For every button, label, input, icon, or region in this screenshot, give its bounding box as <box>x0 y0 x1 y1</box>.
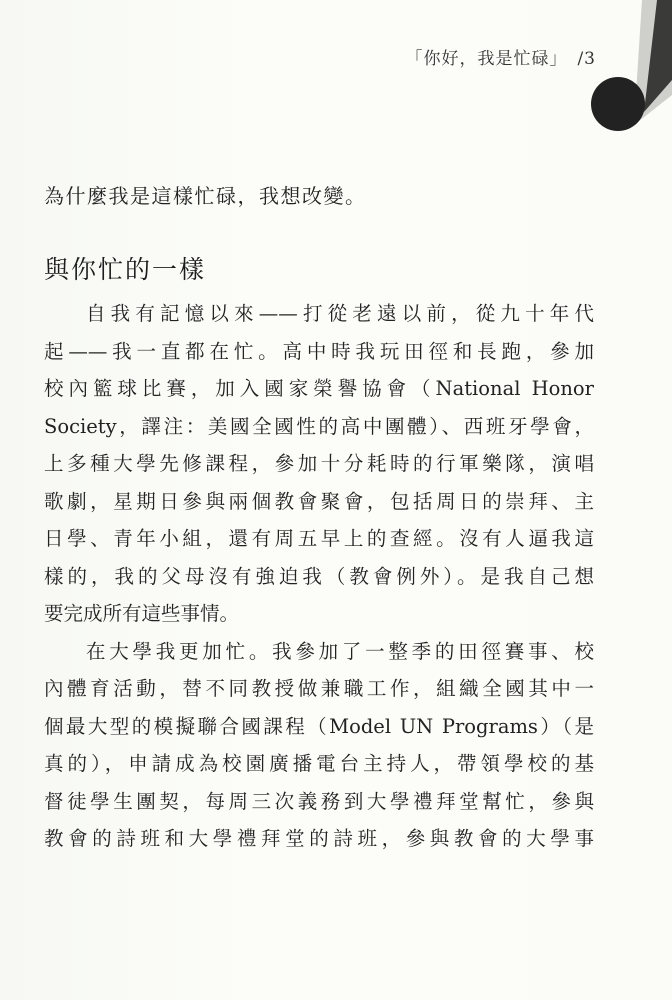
text-line: 上多種大學先修課程，參加十分耗時的行軍樂隊，演唱 <box>44 452 594 475</box>
running-head <box>405 44 598 69</box>
chapter-title: 「你好，我是忙碌」 <box>405 49 568 69</box>
text-line: 在大學我更加忙。我參加了一整季的田徑賽事、校 <box>86 639 594 663</box>
text-line: 歌劇，星期日參與兩個教會聚會，包括周日的崇拜、主 <box>44 489 594 513</box>
text-line: Society，譯注：美國全國性的高中團體）、西班牙學會， <box>44 414 594 438</box>
text-line: 自我有記憶以來——打從老遠以前，從九十年代 <box>86 302 594 325</box>
text-line: 起——我一直都在忙。高中時我玩田徑和長跑，參加 <box>44 339 594 363</box>
text-line: 要完成所有這些事情。 <box>44 602 240 625</box>
text-line: 校內籃球比賽，加入國家榮譽協會（National Honor <box>44 377 594 400</box>
page-number: /3 <box>577 49 596 69</box>
text-line: 日學、青年小組，還有周五早上的查經。沒有人逼我這 <box>44 527 594 550</box>
body-text <box>44 295 594 858</box>
dark-circle-shape <box>591 77 645 131</box>
text-line: 真的），申請成為校園廣播電台主持人，帶領學校的基 <box>44 752 594 775</box>
text-line: 樣的，我的父母沒有強迫我（教會例外）。是我自己想 <box>44 564 594 588</box>
text-line: 內體育活動，替不同教授做兼職工作，組織全國其中一 <box>44 677 594 700</box>
corner-tab-graphic <box>582 0 672 150</box>
text-line: 督徒學生團契，每周三次義務到大學禮拜堂幫忙，參與 <box>44 789 594 813</box>
section-heading: 與你忙的一樣 <box>44 255 207 284</box>
paragraph-1 <box>44 295 594 633</box>
paragraph-2 <box>44 633 594 858</box>
text-line: 教會的詩班和大學禮拜堂的詩班，參與教會的大學事 <box>44 827 594 850</box>
lead-line: 為什麼我是這樣忙碌，我想改變。 <box>44 184 367 208</box>
text-line: 個最大型的模擬聯合國課程（Model UN Programs）（是 <box>44 714 594 738</box>
